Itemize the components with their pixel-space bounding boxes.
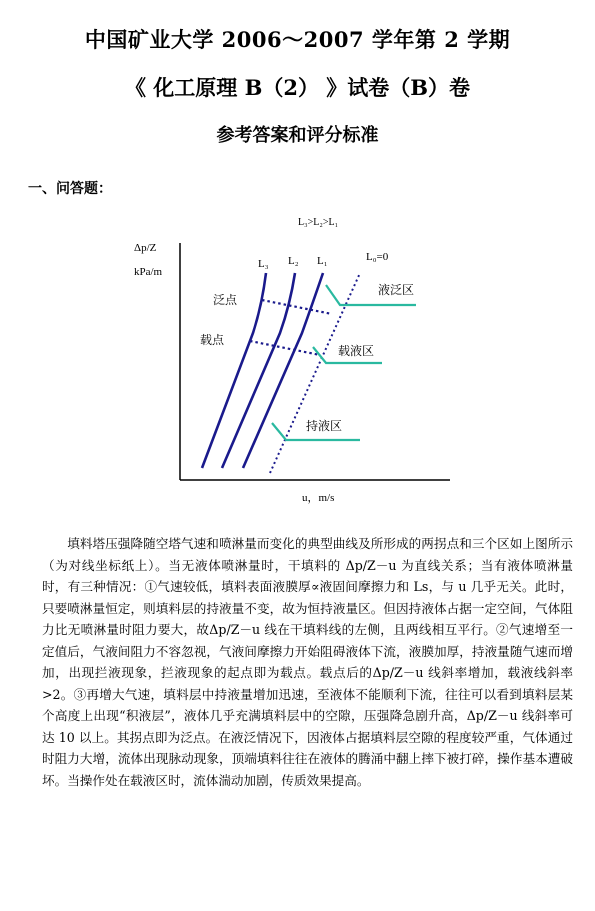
curve-label-l0: L₀=0 [366, 251, 389, 263]
curve-l1 [243, 273, 323, 468]
exam-title: 中国矿业大学 2006～2007 学年第 2 学期 [84, 27, 511, 52]
holdup-region-label: 持液区 [306, 419, 343, 433]
section-heading: 一、问答题： [28, 181, 112, 197]
load-point-line [250, 341, 320, 355]
y-axis-unit: kPa/m [134, 266, 163, 278]
x-axis-label: u，m/s [302, 492, 335, 504]
answer-key-title: 参考答案和评分标准 [216, 125, 379, 146]
load-point-label: 载点 [200, 333, 225, 347]
curve-label-l1: L₁ [317, 255, 328, 267]
curve-label-l3: L₃ [258, 258, 269, 270]
curve-label-l2: L₂ [288, 255, 299, 267]
flood-point-line [262, 300, 332, 314]
loading-region-label: 载液区 [338, 344, 375, 358]
answer-paragraph: 填料塔压强降随空塔气速和喷淋量而变化的典型曲线及所形成的两拐点和三个区如上图所示（为对线坐标纸上）。当无液体喷淋量时，干填料的 Δp/Z－u 为直线关系；当有液体喷淋量时，有三种情况：①气速较低，填料表面液膜厚∝液固间摩擦力和 Ls，与 u 几乎无关。此时，只要喷淋量恒定，则填料层的持液量不变，故为恒持液量区。但因持液体占据一定空间，气体阻力比无喷淋量时阻力要大，故Δp/Z－u 线在干填料线的左侧，且两线相互平行。②气速增至一定值后，气液间阻力不容忽视，气液间摩擦力开始阻碍液体下流，液膜加厚，持液量随气速而增加，出现拦液现象，拦液现象的起点即为载点。载点后的Δp/Z－u 线斜率增加，载液线斜率>2。③再增大气速，填料层中持液量增加迅速，至液体不能顺利下流，往往可以看到填料层某个高度上出现“积液层”，液体几乎充满填料层中的空隙，压强降急剧升高，Δp/Z－u 线斜率可达 10 以上。其拐点即为泛点。在液泛情况下，因液体占据填料层空隙的程度较严重，气体通过时阻力大增，流体出现脉动现象，顶端填料往往在液体的腾涌中翻上摔下被打碎，操作基本遭破坏。当操作处在载液区时，流体湍动加剧，传质效果提高。 [42, 536, 573, 788]
relation-label: L₃>L₂>L₁ [298, 217, 339, 228]
flood-point-label: 泛点 [213, 293, 238, 307]
flooding-region-label: 液泛区 [378, 283, 415, 297]
y-axis-label: Δp/Z [134, 242, 157, 254]
exam-subtitle: 《 化工原理 B（2） 》试卷（B）卷 [124, 75, 471, 100]
pressure-drop-figure [120, 205, 480, 510]
